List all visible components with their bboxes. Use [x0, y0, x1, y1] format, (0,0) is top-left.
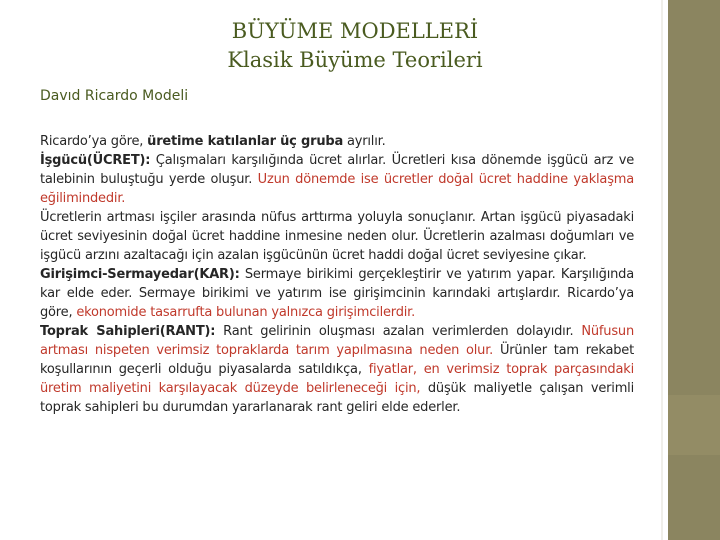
slide-body: [40, 132, 634, 417]
paragraph-landowners: [40, 322, 634, 417]
intro-tail: ayrılır.: [343, 134, 386, 149]
landowners-text-3: düşük maliyetle çalışan verimli toprak sahipleri bu durumdan yararlanarak rant geliri elde ederler.: [40, 381, 634, 415]
landowners-label: Toprak Sahipleri(RANT):: [40, 324, 216, 339]
intro-text: Ricardo’ya göre,: [40, 134, 148, 149]
paragraph-intro: [40, 132, 634, 151]
labour-highlight: Uzun dönemde ise ücretler doğal ücret haddine yaklaşma eğilimindedir.: [40, 172, 635, 206]
side-decor-accent: [668, 395, 720, 455]
paragraph-labour: [40, 151, 634, 208]
labour-label: İşgücü(ÜCRET):: [40, 153, 151, 168]
paragraph-entrepreneur: [40, 265, 634, 322]
title-line-2: Klasik Büyüme Teorileri: [227, 48, 483, 72]
landowners-highlight-2: fiyatlar, en verimsiz toprak parçasındaki üretim maliyetini karşılayacak düzeyde belirleneceği için,: [40, 362, 634, 396]
intro-bold: üretime katılanlar üç gruba: [147, 134, 344, 149]
paragraph-wages: [40, 208, 634, 265]
wages-text: Ücretlerin artması işçiler arasında nüfus arttırma yoluyla sonuçlanır. Artan işgücü piyasadaki ücret seviyesinin doğal ücret haddine inmesine neden olur. Ücretlerin azalması doğumları ve işgücü arzını azaltacağı için azalan işgücünün ücret haddi doğal ücret seviyesine çıkar.: [40, 210, 634, 263]
labour-text: Çalışmaları karşılığında ücret alırlar. Ücretleri kısa dönemde işgücü arz ve talebinin buluştuğu yerde oluşur.: [40, 153, 634, 187]
landowners-text-1: Rant gelirinin oluşması azalan verimlerden dolayıdır.: [215, 324, 582, 339]
landowners-text-2: Ürünler tam rekabet koşullarının geçerli olduğu piyasalarda satıldıkça,: [40, 343, 634, 377]
entrepreneur-label: Girişimci-Sermayedar(KAR):: [40, 267, 240, 282]
entrepreneur-text: Sermaye birikimi gerçekleştirir ve yatırım yapar. Karşılığında kar elde eder. Sermaye birikimi ve yatırım ise girişimcinin karındaki artışlardır. Ricardo’ya göre,: [40, 267, 634, 320]
side-divider-line: [661, 0, 663, 540]
side-decor-bar: [668, 0, 720, 540]
entrepreneur-highlight: ekonomide tasarrufta bulunan yalnızca girişimcilerdir.: [76, 305, 416, 320]
title-line-1: BÜYÜME MODELLERİ: [231, 19, 479, 43]
slide-title: [120, 17, 590, 75]
landowners-highlight-1: Nüfusun artması nispeten verimsiz topraklarda tarım yapılmasına neden olur.: [40, 324, 634, 358]
slide-subtitle: Davıd Ricardo Modeli: [40, 88, 189, 104]
